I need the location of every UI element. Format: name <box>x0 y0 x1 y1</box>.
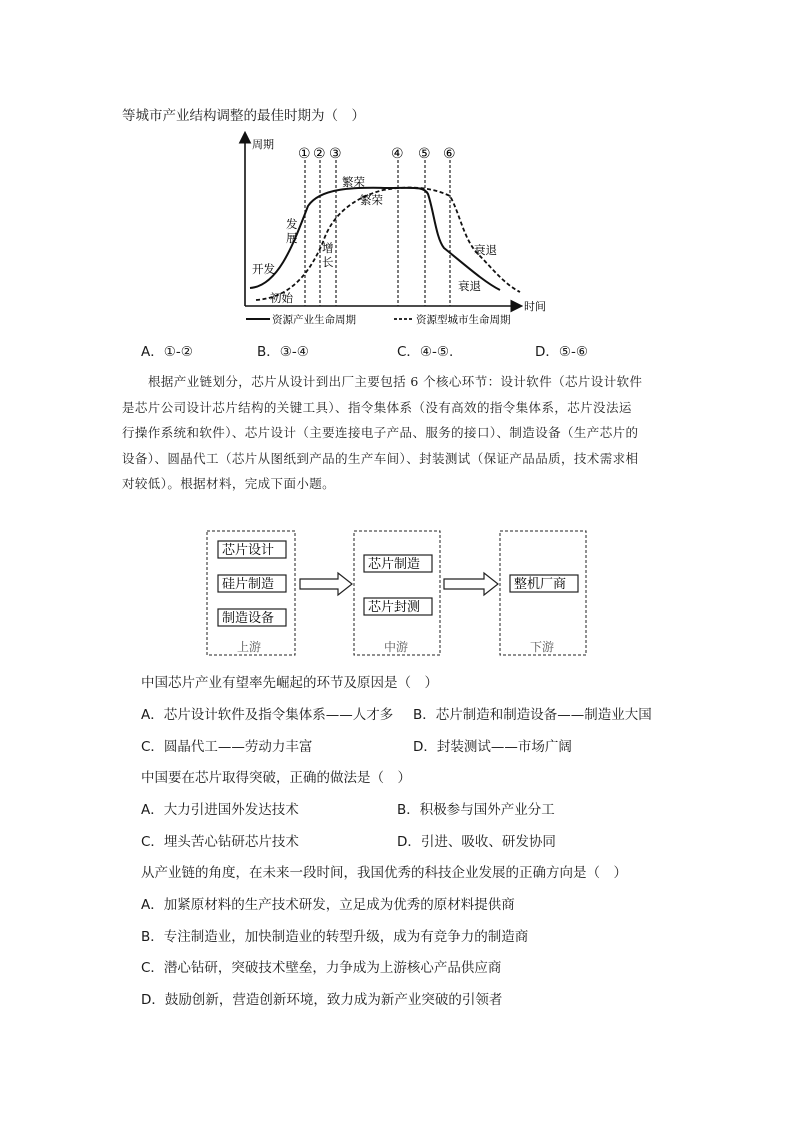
label-shuaitui-1: 衰退 <box>474 243 497 257</box>
downstream-box <box>500 531 586 655</box>
material-line-2: 是芯片公司设计芯片结构的关键工具）、指令集体系（没有高效的指令集体系，芯片没法运 <box>122 399 632 415</box>
arrow-upstream-to-midstream <box>300 573 352 595</box>
marker-6: ⑥ <box>443 146 456 162</box>
marker-2: ② <box>313 146 326 162</box>
label-chushi: 初始 <box>270 291 293 305</box>
q3-option-a[interactable]: A．大力引进国外发达技术 <box>141 802 299 818</box>
label-fazhan-a: 发 <box>286 217 298 231</box>
q2-stem: 中国芯片产业有望率先崛起的环节及原因是（ ） <box>141 675 438 691</box>
q1-option-a[interactable]: A．①-② <box>141 344 193 360</box>
industry-chain-diagram <box>200 527 600 659</box>
midstream-item-1: 芯片制造 <box>368 557 421 572</box>
midstream-label: 中游 <box>384 640 409 654</box>
downstream-item-1: 整机厂商 <box>514 577 567 592</box>
q1-option-d[interactable]: D．⑤-⑥ <box>535 344 588 360</box>
q4-stem: 从产业链的角度，在未来一段时间，我国优秀的科技企业发展的正确方向是（ ） <box>141 865 627 881</box>
label-shuaitui-2: 衰退 <box>458 279 481 293</box>
upstream-item-1: 芯片设计 <box>222 543 275 558</box>
q3-option-d[interactable]: D．引进、吸收、研发协同 <box>397 834 556 850</box>
q1-option-c[interactable]: C．④-⑤. <box>397 344 454 360</box>
material-line-5: 对较低）。根据材料，完成下面小题。 <box>122 476 336 491</box>
q4-option-d[interactable]: D．鼓励创新，营造创新环境，致力成为新产业突破的引领者 <box>141 992 503 1008</box>
q1-option-b[interactable]: B．③-④ <box>257 344 309 360</box>
q4-option-c[interactable]: C．潜心钻研，突破技术壁垒，力争成为上游核心产品供应商 <box>141 960 502 976</box>
q3-option-c[interactable]: C．埋头苦心钻研芯片技术 <box>141 834 299 850</box>
material-line-3: 行操作系统和软件）、芯片设计（主要连接电子产品、服务的接口）、制造设备（生产芯片的 <box>122 425 639 440</box>
legend-solid-label: 资源产业生命周期 <box>272 314 356 326</box>
marker-5: ⑤ <box>418 146 431 162</box>
label-zengzhang-a: 增 <box>322 241 334 255</box>
material-line-1: 根据产业链划分，芯片从设计到出厂主要包括 6 个核心环节：设计软件（芯片设计软件 <box>148 374 643 389</box>
stage-lines <box>305 160 450 306</box>
midstream-box <box>354 531 440 655</box>
q3-stem: 中国要在芯片取得突破，正确的做法是（ ） <box>141 770 411 786</box>
midstream-item-2: 芯片封测 <box>368 600 421 615</box>
label-zengzhang-b: 长 <box>322 255 334 269</box>
marker-1: ① <box>298 146 311 162</box>
q4-option-b[interactable]: B．专注制造业，加快制造业的转型升级，成为有竞争力的制造商 <box>141 929 529 945</box>
q2-option-a[interactable]: A．芯片设计软件及指令集体系——人才多 <box>141 707 394 723</box>
life-cycle-chart <box>228 130 568 330</box>
q2-option-b[interactable]: B．芯片制造和制造设备——制造业大国 <box>413 707 652 723</box>
legend-dashed-label: 资源型城市生命周期 <box>416 314 511 326</box>
upstream-item-2: 硅片制造 <box>222 577 275 592</box>
x-axis-label: 时间 <box>524 300 546 313</box>
marker-3: ③ <box>329 146 342 162</box>
y-axis-label: 周期 <box>252 138 274 151</box>
material-paragraph <box>122 369 677 497</box>
chart-legend <box>246 313 511 326</box>
marker-4: ④ <box>391 146 404 162</box>
q2-option-d[interactable]: D．封装测试——市场广阔 <box>413 739 572 755</box>
label-fanrong-1: 繁荣 <box>342 175 365 189</box>
material-line-4: 设备）、圆晶代工（芯片从图纸到产品的生产车间）、封装测试（保证产品品质，技术需求相 <box>122 450 639 466</box>
upstream-label: 上游 <box>237 640 262 654</box>
arrow-midstream-to-downstream <box>444 573 498 595</box>
label-fazhan-b: 展 <box>286 231 298 245</box>
downstream-label: 下游 <box>530 640 555 654</box>
q1-stem: 等城市产业结构调整的最佳时期为（ ） <box>122 108 365 124</box>
q4-option-a[interactable]: A．加紧原材料的生产技术研发，立足成为优秀的原材料提供商 <box>141 897 515 913</box>
q2-option-c[interactable]: C．圆晶代工——劳动力丰富 <box>141 739 313 755</box>
q3-option-b[interactable]: B．积极参与国外产业分工 <box>397 802 555 818</box>
label-kaifa: 开发 <box>252 262 275 276</box>
upstream-item-3: 制造设备 <box>222 611 275 626</box>
label-fanrong-2: 繁荣 <box>360 193 383 207</box>
